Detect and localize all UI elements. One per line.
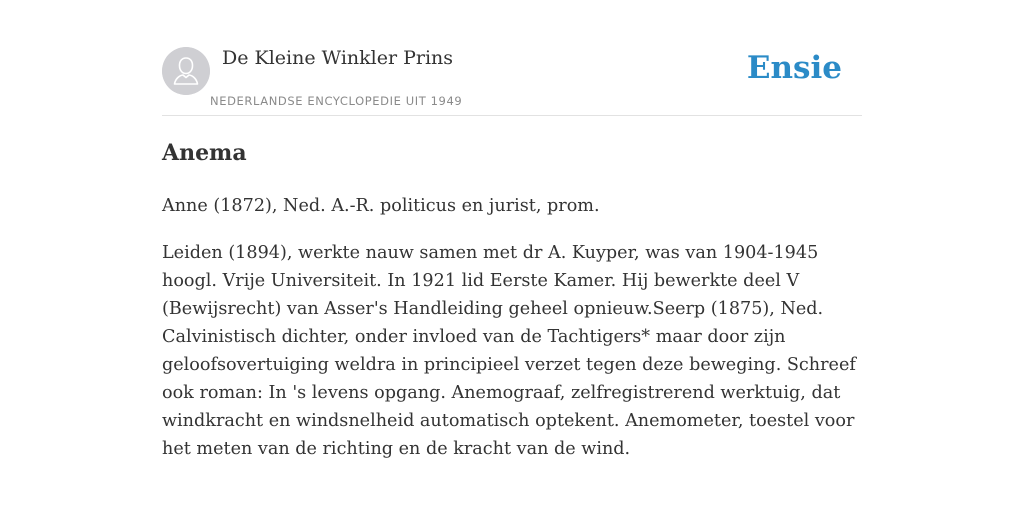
page-header [162, 0, 862, 116]
entry-card [162, 0, 862, 512]
entry-title: Anema [162, 140, 247, 166]
entry-paragraph: Anne (1872), Ned. A.-R. politicus en jurist, prom. [162, 196, 600, 216]
brand-logo[interactable]: Ensie [746, 50, 842, 86]
entry-body [162, 192, 872, 482]
entry-paragraph: Leiden (1894), werkte nauw samen met dr A. Kuyper, was van 1904-1945 hoogl. Vrije Universiteit. In 1921 lid Eerste Kamer. Hij bewerkte deel V (Bewijsrecht) van Asser's Handleiding geheel opnieuw.Seerp (1875), Ned. Calvinistisch dichter, onder invloed van de Tachtigers* maar door zijn geloofsovertuiging weldra in principieel verzet tegen deze beweging. Schreef ook roman: In 's levens opgang. Anemograaf, zelfregistrerend werktuig, dat windkracht en windsnelheid automatisch optekent. Anemometer, toestel voor het meten van de richting en de kracht van de wind. [162, 243, 856, 459]
book-title[interactable]: De Kleine Winkler Prins [222, 47, 454, 69]
user-silhouette-icon [162, 47, 210, 95]
avatar[interactable] [162, 47, 210, 95]
book-subtitle: NEDERLANDSE ENCYCLOPEDIE UIT 1949 [210, 94, 463, 108]
